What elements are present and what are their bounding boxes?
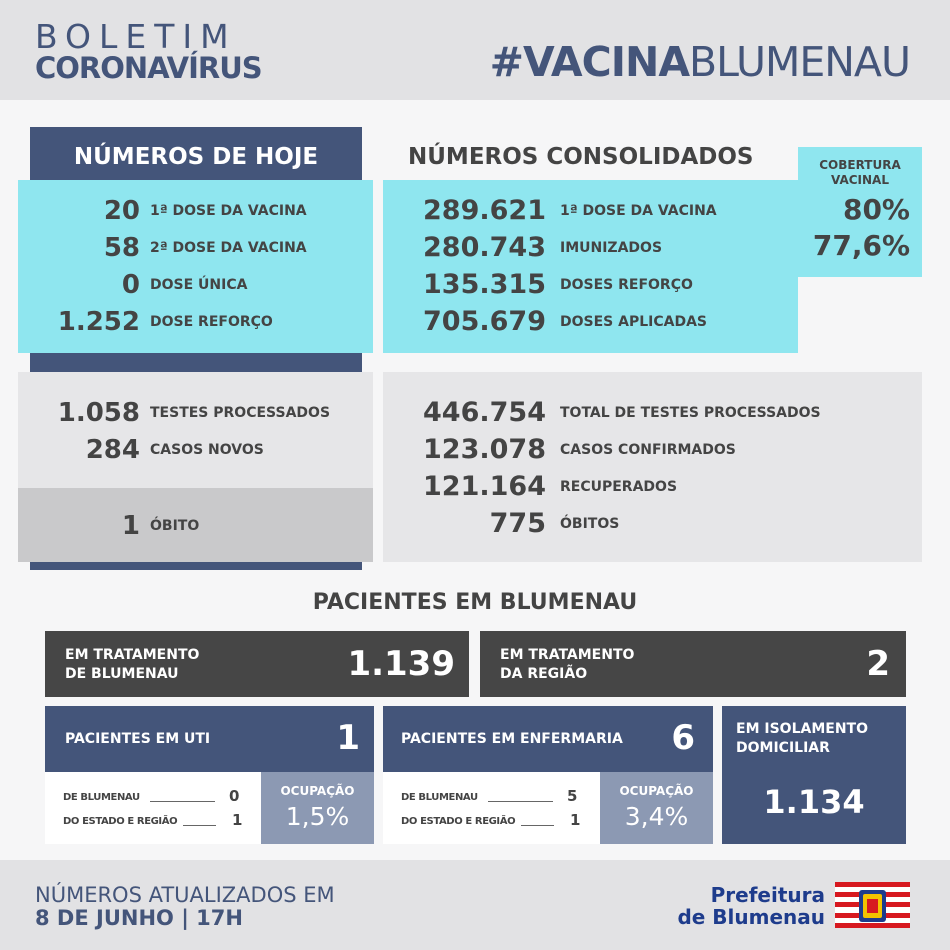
enfermaria-detail-panel	[383, 772, 600, 844]
tratamento-regiao-value: 2	[866, 644, 890, 684]
cons-dose1-label: 1ª DOSE DA VACINA	[560, 203, 717, 219]
cobertura-title-line1: COBERTURA	[819, 158, 901, 172]
hoje-testes-label: TESTES PROCESSADOS	[150, 405, 331, 421]
isolamento-label	[736, 720, 868, 758]
cons-aplicadas-label: DOSES APLICADAS	[560, 314, 707, 330]
cobertura-title	[798, 158, 922, 188]
enfermaria-value: 6	[671, 718, 695, 758]
tratamento-regiao-label-1: EM TRATAMENTO	[500, 647, 635, 663]
isolamento-label-2: DOMICILIAR	[736, 740, 830, 756]
hoje-dose2-label: 2ª DOSE DA VACINA	[150, 240, 307, 256]
cons-recuperados-label: RECUPERADOS	[560, 479, 678, 495]
enfermaria-row2-rule	[521, 825, 554, 826]
hoje-obito-label: ÓBITO	[150, 518, 200, 534]
tratamento-regiao-label	[500, 646, 634, 684]
cons-reforco-label: DOSES REFORÇO	[560, 277, 693, 293]
hoje-dose-unica-value: 0	[121, 270, 140, 300]
cons-testes-label: TOTAL DE TESTES PROCESSADOS	[560, 405, 821, 421]
hashtag-vacina-blumenau	[490, 38, 910, 86]
cons-dose1-value: 289.621	[423, 195, 546, 226]
enfermaria-row2-label: DO ESTADO E REGIÃO	[401, 816, 516, 827]
hoje-dose-unica-label: DOSE ÚNICA	[150, 277, 248, 293]
pacientes-title: PACIENTES EM BLUMENAU	[312, 590, 638, 615]
enfermaria-ocupacao-label: OCUPAÇÃO	[619, 784, 694, 798]
coronavirus-title: CORONAVÍRUS	[35, 51, 262, 85]
enfermaria-ocupacao-value: 3,4%	[624, 802, 689, 831]
uti-row1-rule	[150, 801, 215, 802]
cons-imunizados-value: 280.743	[423, 232, 546, 263]
uti-ocupacao-label: OCUPAÇÃO	[280, 784, 355, 798]
updated-date: 8 DE JUNHO | 17H	[35, 906, 243, 930]
uti-row2-value: 1	[232, 811, 243, 829]
cons-recuperados-value: 121.164	[423, 471, 546, 502]
hoje-dose1-label: 1ª DOSE DA VACINA	[150, 203, 307, 219]
cobertura-value-2: 77,6%	[812, 229, 910, 262]
hoje-testes-value: 1.058	[57, 398, 140, 428]
hashtag-light: BLUMENAU	[689, 38, 910, 86]
hoje-casos-value: 284	[85, 435, 140, 465]
hoje-reforco-label: DOSE REFORÇO	[150, 314, 273, 330]
cons-aplicadas-value: 705.679	[423, 306, 546, 337]
tratamento-blumenau-value: 1.139	[347, 644, 455, 684]
enfermaria-row1-rule	[488, 801, 553, 802]
hoje-dose1-value: 20	[103, 196, 140, 226]
enfermaria-row1-value: 5	[567, 787, 578, 805]
tratamento-blumenau-label-2: DE BLUMENAU	[65, 666, 179, 682]
uti-value: 1	[336, 718, 360, 758]
uti-ocupacao-value: 1,5%	[285, 802, 350, 831]
cons-obitos-label: ÓBITOS	[560, 516, 620, 532]
enfermaria-row1-label: DE BLUMENAU	[401, 792, 478, 803]
enfermaria-label: PACIENTES EM ENFERMARIA	[401, 731, 623, 747]
hoje-dose2-value: 58	[103, 233, 140, 263]
uti-label: PACIENTES EM UTI	[65, 731, 211, 747]
uti-row2-rule	[183, 825, 216, 826]
isolamento-label-1: EM ISOLAMENTO	[736, 721, 868, 737]
hoje-casos-label: CASOS NOVOS	[150, 442, 264, 458]
isolamento-value: 1.134	[763, 783, 865, 821]
boletim-title: BOLETIM	[35, 17, 237, 56]
consolidados-title: NÚMEROS CONSOLIDADOS	[408, 144, 754, 170]
hoje-reforco-value: 1.252	[57, 307, 140, 337]
tratamento-blumenau-label	[65, 646, 199, 684]
cobertura-value-1: 80%	[842, 193, 910, 226]
prefeitura-logo-line1: Prefeitura	[710, 883, 825, 907]
blumenau-flag-icon	[835, 882, 910, 928]
cons-reforco-value: 135.315	[423, 269, 546, 300]
hoje-title: NÚMEROS DE HOJE	[73, 144, 319, 170]
hoje-obito-value: 1	[121, 511, 140, 541]
tratamento-blumenau-label-1: EM TRATAMENTO	[65, 647, 200, 663]
cons-confirmados-label: CASOS CONFIRMADOS	[560, 442, 736, 458]
uti-row2-label: DO ESTADO E REGIÃO	[63, 816, 178, 827]
cons-imunizados-label: IMUNIZADOS	[560, 240, 663, 256]
hashtag-bold: #VACINA	[489, 38, 690, 86]
prefeitura-logo-line2: de Blumenau	[677, 905, 825, 929]
uti-detail-panel	[45, 772, 261, 844]
updated-label: NÚMEROS ATUALIZADOS EM	[35, 883, 335, 907]
tratamento-regiao-label-2: DA REGIÃO	[500, 666, 588, 682]
cons-testes-value: 446.754	[423, 397, 546, 428]
cons-confirmados-value: 123.078	[423, 434, 546, 465]
uti-row1-value: 0	[229, 787, 240, 805]
enfermaria-row2-value: 1	[570, 811, 581, 829]
cons-obitos-value: 775	[489, 508, 546, 539]
uti-row1-label: DE BLUMENAU	[63, 792, 140, 803]
cobertura-title-line2: VACINAL	[830, 173, 889, 187]
